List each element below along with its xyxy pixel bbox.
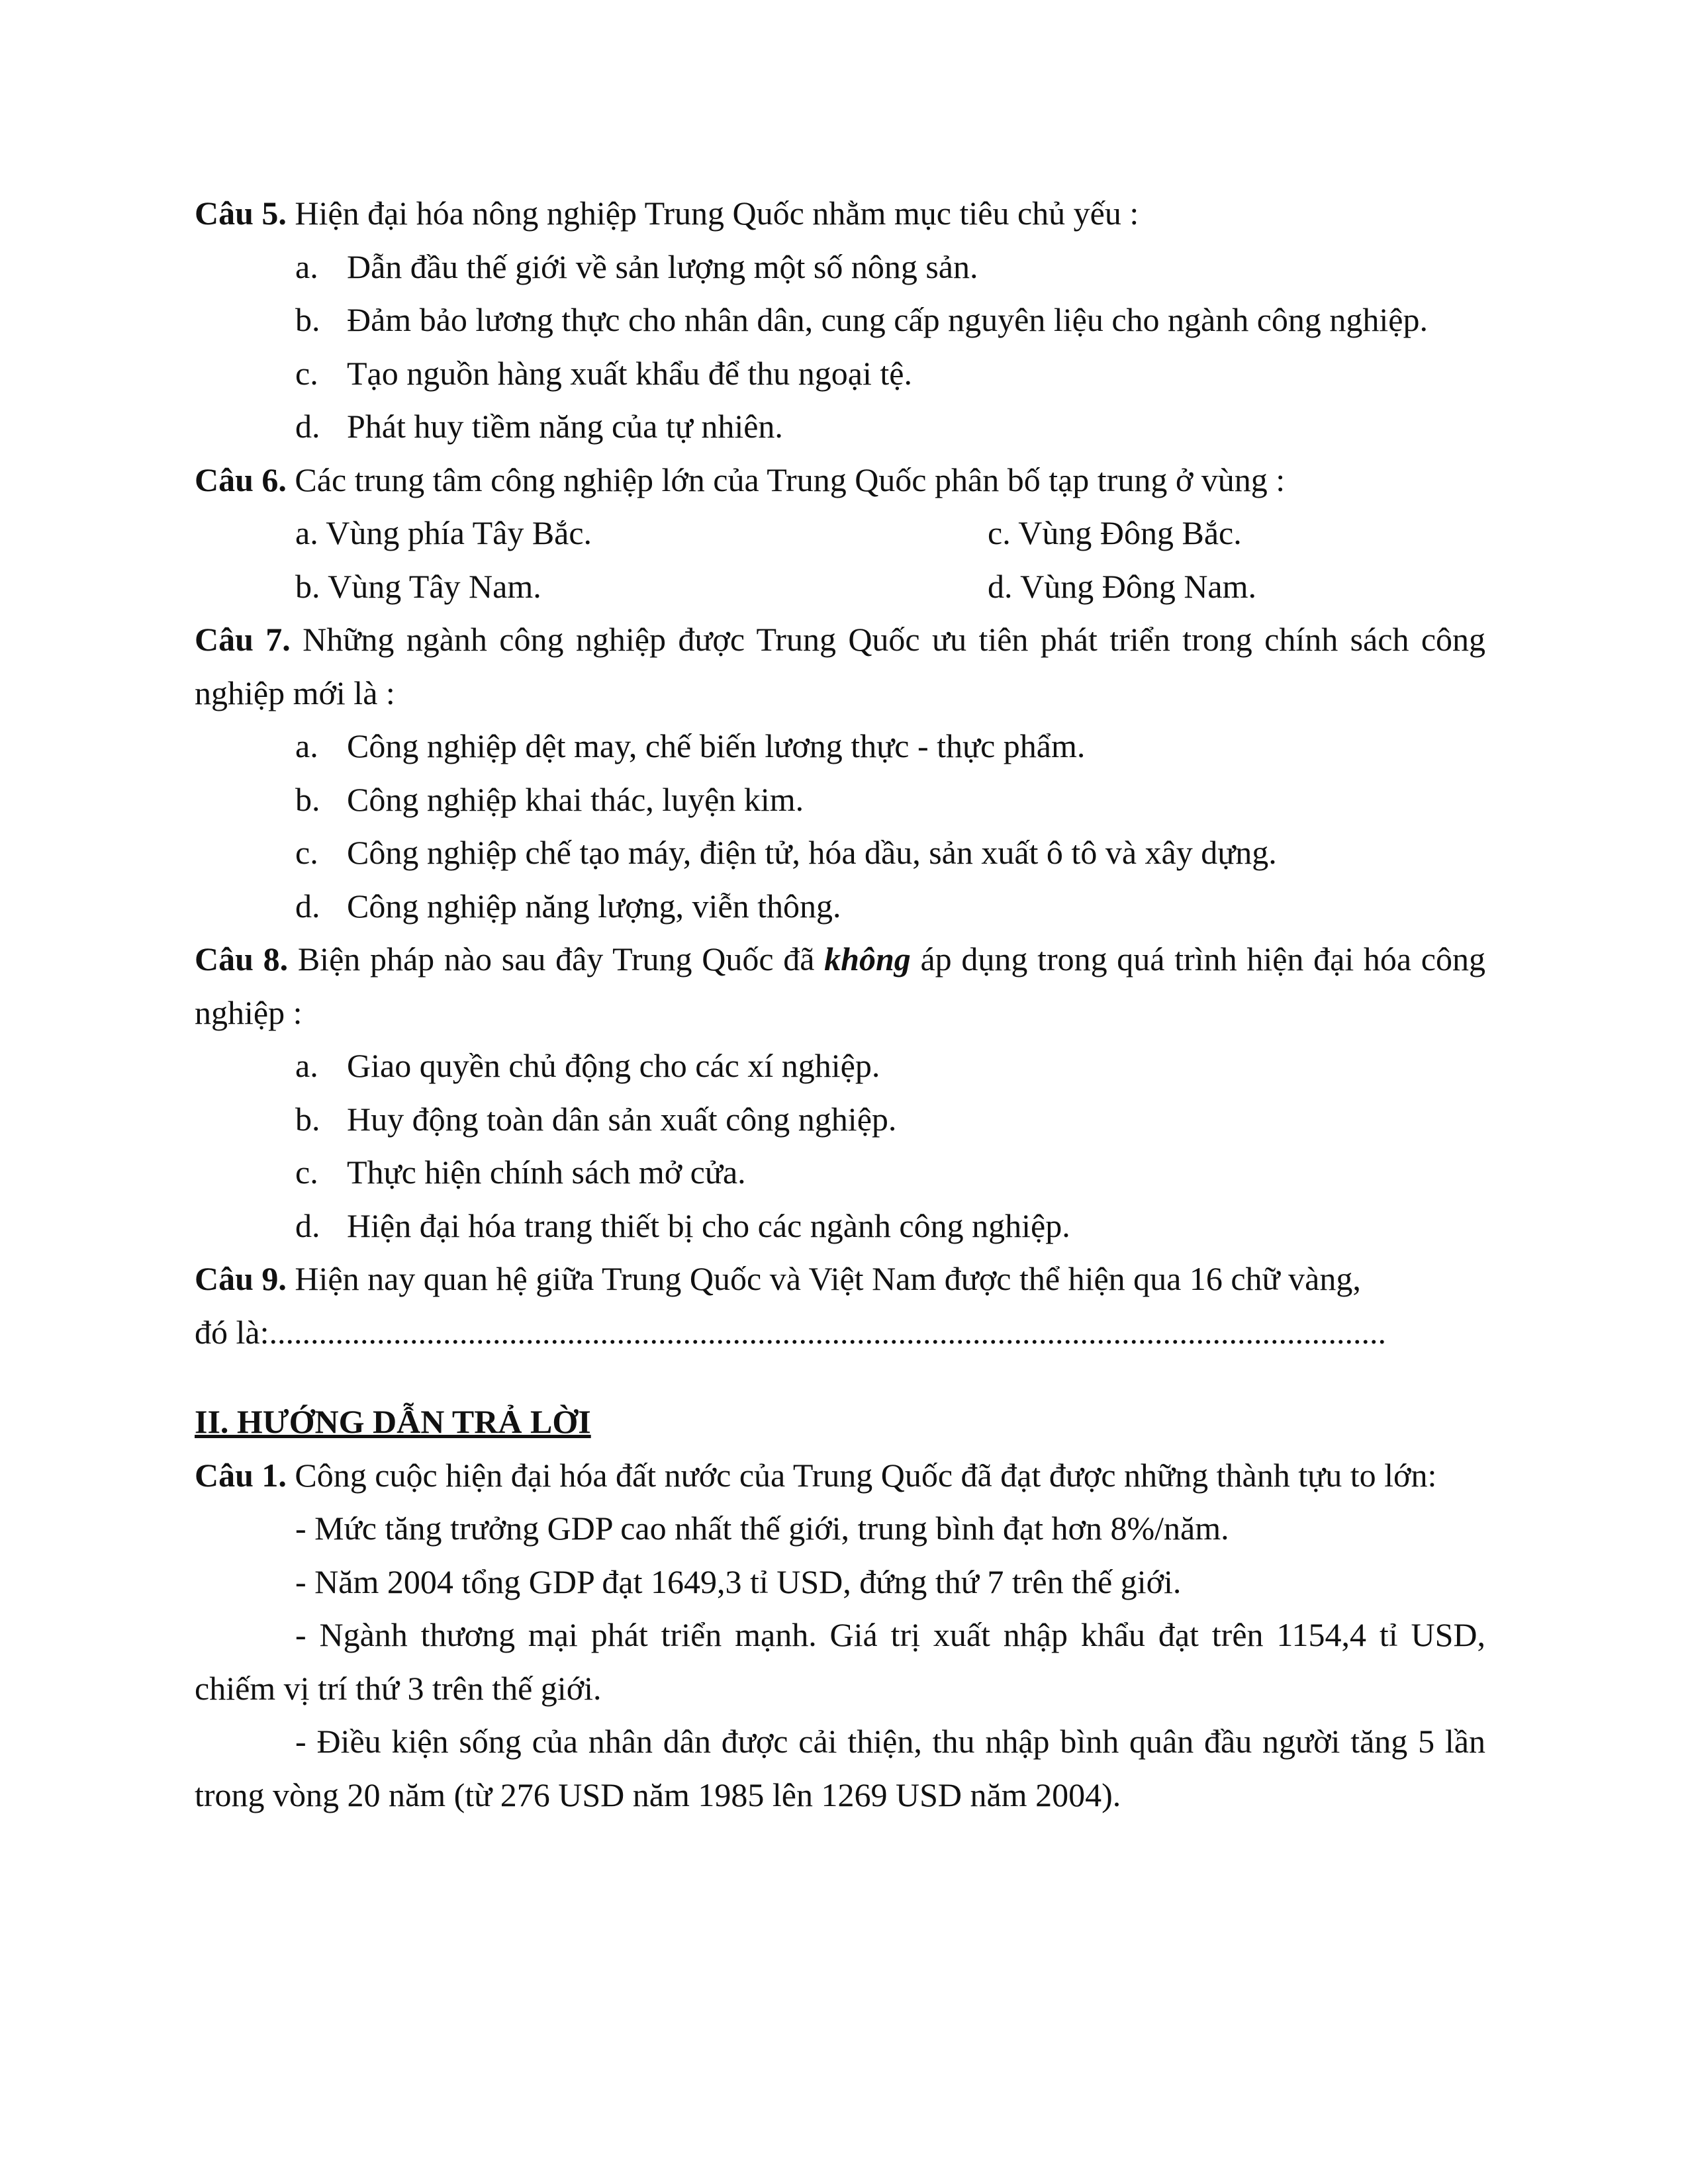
question-text: Các trung tâm công nghiệp lớn của Trung Quốc phân bố tạp trung ở vùng : — [286, 461, 1286, 498]
question-text-after: áp dụng trong quá trình hiện đại hóa công nghiệp : — [195, 940, 1485, 1031]
question-5 — [195, 187, 1485, 240]
option-8c — [195, 1146, 1485, 1199]
option-text: Dẫn đầu thế giới về sản lượng một số nông sản. — [347, 248, 978, 285]
option-text: Tạo nguồn hàng xuất khẩu để thu ngoại tệ. — [347, 354, 912, 392]
option-letter: d. — [295, 887, 320, 925]
answer-bullet: - Mức tăng trưởng GDP cao nhất thế giới, trung bình đạt hơn 8%/năm. — [295, 1510, 1229, 1547]
question-8 — [195, 933, 1485, 1039]
answer-label: Câu 1. — [195, 1456, 287, 1494]
answer-text: Công cuộc hiện đại hóa đất nước của Trung Quốc đã đạt được những thành tựu to lớn: — [286, 1456, 1437, 1494]
option-7b — [195, 773, 1485, 827]
option-letter: d. — [295, 408, 320, 445]
question-text-line1: Hiện nay quan hệ giữa Trung Quốc và Việt Nam được thể hiện qua 16 chữ vàng, — [286, 1260, 1361, 1297]
option-6c: c. Vùng Đông Bắc. — [988, 514, 1242, 551]
option-7a — [195, 719, 1485, 773]
question-6 — [195, 453, 1485, 507]
option-text: Đảm bảo lương thực cho nhân dân, cung cấp nguyên liệu cho ngành công nghiệp. — [347, 301, 1428, 338]
option-text: Phát huy tiềm năng của tự nhiên. — [347, 408, 783, 445]
option-letter: a. — [295, 727, 318, 764]
answers-heading: II. HƯỚNG DẪN TRẢ LỜI — [195, 1403, 591, 1440]
question-label: Câu 7. — [195, 621, 291, 658]
option-6d: d. Vùng Đông Nam. — [988, 567, 1257, 605]
option-letter: b. — [295, 1100, 320, 1138]
document-page — [195, 187, 1485, 1821]
answer-bullet: - Ngành thương mại phát triển mạnh. Giá trị xuất nhập khẩu đạt trên 1154,4 tỉ USD, chiếm vị trí thứ 3 trên thế giới. — [195, 1616, 1485, 1707]
option-letter: d. — [295, 1206, 320, 1244]
option-letter: c. — [295, 1154, 318, 1191]
option-letter: b. — [295, 780, 320, 818]
option-8d — [195, 1199, 1485, 1253]
option-letter: c. — [295, 354, 318, 392]
answer-bullet: - Năm 2004 tổng GDP đạt 1649,3 tỉ USD, đứng thứ 7 trên thế giới. — [295, 1563, 1182, 1600]
option-5d — [195, 400, 1485, 453]
option-text: Huy động toàn dân sản xuất công nghiệp. — [347, 1100, 897, 1138]
option-letter: a. — [295, 248, 318, 285]
question-label: Câu 5. — [195, 195, 287, 232]
answer-bullet: - Điều kiện sống của nhân dân được cải thiện, thu nhập bình quân đầu người tăng 5 lần trong vòng 20 năm (từ 276 USD năm 1985 lên 1269 USD năm 2004). — [195, 1723, 1485, 1813]
question-label: Câu 8. — [195, 940, 289, 978]
option-8b — [195, 1093, 1485, 1146]
option-text: Công nghiệp khai thác, luyện kim. — [347, 780, 804, 818]
option-text: Giao quyền chủ động cho các xí nghiệp. — [347, 1047, 880, 1084]
options-row-6-2 — [195, 560, 1485, 614]
option-7d — [195, 880, 1485, 933]
option-8a — [195, 1039, 1485, 1093]
question-9 — [195, 1252, 1485, 1306]
option-letter: b. — [295, 301, 320, 338]
options-row-6-1 — [195, 506, 1485, 560]
option-5a — [195, 240, 1485, 294]
option-text: Công nghiệp năng lượng, viễn thông. — [347, 887, 841, 925]
option-text: Công nghiệp dệt may, chế biến lương thực - thực phẩm. — [347, 727, 1086, 764]
option-letter: a. — [295, 1047, 318, 1084]
question-emphasis: không — [824, 940, 911, 978]
option-6b: b. Vùng Tây Nam. — [295, 567, 541, 605]
option-text: Hiện đại hóa trang thiết bị cho các ngành công nghiệp. — [347, 1206, 1070, 1244]
question-9-answer-line — [195, 1306, 1485, 1359]
option-6a: a. Vùng phía Tây Bắc. — [295, 514, 592, 551]
question-7 — [195, 613, 1485, 719]
answer-1 — [195, 1449, 1485, 1502]
option-text: Công nghiệp chế tạo máy, điện tử, hóa dầu, sản xuất ô tô và xây dựng. — [347, 834, 1277, 871]
question-text: Hiện đại hóa nông nghiệp Trung Quốc nhằm mục tiêu chủ yếu : — [286, 195, 1139, 232]
option-5c — [195, 347, 1485, 400]
question-label: Câu 9. — [195, 1260, 287, 1297]
answer-blank: đó là:....................................................................................................................................... — [195, 1313, 1386, 1351]
question-label: Câu 6. — [195, 461, 287, 498]
option-letter: c. — [295, 834, 318, 871]
question-text: Những ngành công nghiệp được Trung Quốc ưu tiên phát triển trong chính sách công nghiệp mới là : — [195, 621, 1486, 711]
option-5b — [195, 293, 1485, 347]
option-text: Thực hiện chính sách mở cửa. — [347, 1154, 746, 1191]
question-text-before: Biện pháp nào sau đây Trung Quốc đã — [288, 940, 825, 978]
option-7c — [195, 826, 1485, 880]
